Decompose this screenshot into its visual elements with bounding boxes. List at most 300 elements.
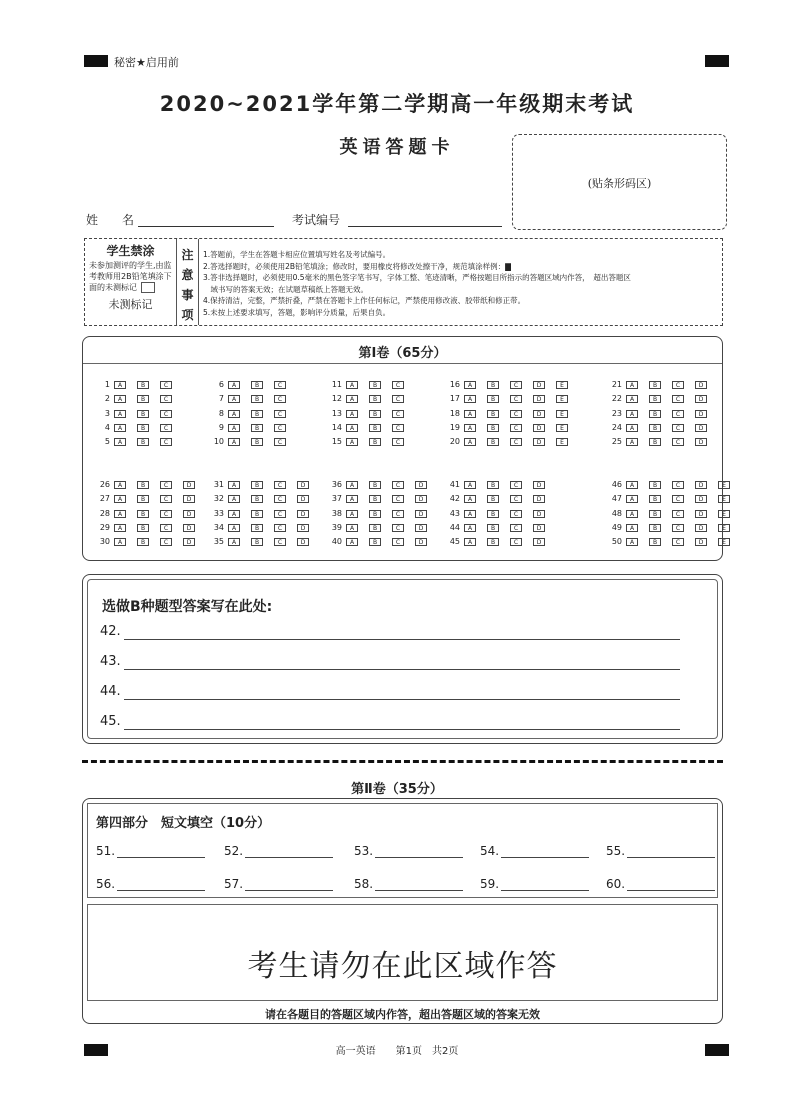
- answer-bubble[interactable]: B: [649, 438, 661, 446]
- answer-bubble[interactable]: A: [464, 510, 476, 518]
- question-number: 2: [104, 394, 110, 403]
- notice-item: 5.未按上述要求填写，答题，影响评分质量，后果自负。: [203, 307, 391, 317]
- question-row: [603, 409, 718, 419]
- answer-bubble[interactable]: A: [114, 381, 126, 389]
- question-row: [91, 537, 206, 547]
- question-number: 6: [218, 380, 224, 389]
- answer-bubble[interactable]: B: [137, 438, 149, 446]
- answer-line[interactable]: [124, 639, 680, 640]
- answer-bubble[interactable]: A: [346, 481, 358, 489]
- answer-bubble[interactable]: C: [160, 438, 172, 446]
- answer-bubble[interactable]: D: [695, 495, 707, 503]
- answer-bubble[interactable]: D: [533, 438, 545, 446]
- answer-bubble[interactable]: A: [464, 438, 476, 446]
- answer-bubble[interactable]: A: [114, 524, 126, 532]
- answer-bubble[interactable]: A: [346, 495, 358, 503]
- answer-bubble[interactable]: A: [228, 438, 240, 446]
- question-number: 4: [104, 423, 110, 432]
- answer-bubble[interactable]: A: [626, 438, 638, 446]
- blank-item[interactable]: 53.: [354, 844, 463, 858]
- answer-bubble[interactable]: A: [626, 395, 638, 403]
- answer-bubble[interactable]: C: [392, 538, 404, 546]
- answer-bubble[interactable]: A: [346, 410, 358, 418]
- answer-bubble[interactable]: A: [114, 495, 126, 503]
- answer-bubble[interactable]: D: [533, 381, 545, 389]
- answer-bubble[interactable]: C: [510, 410, 522, 418]
- answer-bubble[interactable]: A: [114, 395, 126, 403]
- section1-heading: 第Ⅰ卷（65分）: [358, 346, 447, 361]
- answer-line[interactable]: [124, 669, 680, 670]
- answer-bubble[interactable]: C: [510, 510, 522, 518]
- exam-title: 2020~2021学年第二学期高一年级期末考试: [159, 92, 635, 116]
- answer-bubble[interactable]: B: [137, 495, 149, 503]
- answer-bubble[interactable]: A: [464, 538, 476, 546]
- question-row: [441, 523, 556, 533]
- answer-bubble[interactable]: B: [369, 381, 381, 389]
- answer-line-label: 43.: [100, 654, 121, 669]
- question-row: [323, 509, 438, 519]
- question-number: 24: [611, 423, 622, 432]
- answer-bubble[interactable]: D: [533, 410, 545, 418]
- answer-bubble[interactable]: D: [533, 538, 545, 546]
- question-number: 41: [449, 480, 460, 489]
- answer-bubble[interactable]: A: [626, 495, 638, 503]
- answer-line[interactable]: [124, 729, 680, 730]
- answer-bubble[interactable]: A: [346, 438, 358, 446]
- question-number: 34: [213, 523, 224, 532]
- question-row: [441, 409, 579, 419]
- answer-bubble[interactable]: B: [369, 495, 381, 503]
- answer-bubble[interactable]: D: [695, 395, 707, 403]
- answer-bubble[interactable]: D: [297, 495, 309, 503]
- answer-bubble[interactable]: A: [114, 510, 126, 518]
- not-tested-mark-box[interactable]: [141, 282, 155, 293]
- answer-bubble[interactable]: B: [487, 495, 499, 503]
- answer-bubble[interactable]: A: [464, 395, 476, 403]
- answer-bubble[interactable]: D: [533, 495, 545, 503]
- answer-bubble[interactable]: A: [464, 481, 476, 489]
- answer-bubble[interactable]: E: [718, 538, 730, 546]
- answer-bubble[interactable]: A: [626, 481, 638, 489]
- blank-item[interactable]: 51.: [96, 844, 205, 858]
- answer-bubble[interactable]: A: [464, 424, 476, 432]
- question-row: [205, 537, 320, 547]
- student-forbidden-area: [85, 239, 177, 325]
- answer-bubble[interactable]: B: [369, 395, 381, 403]
- answer-bubble[interactable]: C: [392, 410, 404, 418]
- answer-bubble[interactable]: B: [487, 524, 499, 532]
- answer-line[interactable]: [124, 699, 680, 700]
- answer-bubble[interactable]: C: [274, 510, 286, 518]
- answer-bubble[interactable]: A: [464, 410, 476, 418]
- answer-bubble[interactable]: B: [251, 481, 263, 489]
- notice-item: 1.答题前，学生在答题卡相应位置填写姓名及考试编号。: [203, 250, 391, 259]
- answer-bubble[interactable]: A: [114, 538, 126, 546]
- answer-bubble[interactable]: C: [274, 395, 286, 403]
- answer-bubble[interactable]: D: [695, 524, 707, 532]
- answer-bubble[interactable]: C: [510, 438, 522, 446]
- answer-bubble[interactable]: B: [251, 495, 263, 503]
- notice-items: [203, 249, 718, 318]
- question-number: 8: [218, 409, 224, 418]
- answer-bubble[interactable]: C: [392, 524, 404, 532]
- blank-item[interactable]: 59.: [480, 877, 589, 891]
- answer-bubble[interactable]: B: [649, 410, 661, 418]
- question-row: [91, 480, 206, 490]
- answer-bubble[interactable]: C: [672, 438, 684, 446]
- answer-bubble[interactable]: A: [114, 438, 126, 446]
- answer-bubble[interactable]: D: [297, 538, 309, 546]
- answer-bubble[interactable]: D: [695, 410, 707, 418]
- answer-bubble[interactable]: B: [649, 524, 661, 532]
- answer-bubble[interactable]: B: [251, 538, 263, 546]
- answer-bubble[interactable]: D: [533, 424, 545, 432]
- answer-bubble[interactable]: D: [183, 524, 195, 532]
- question-row: [323, 380, 415, 390]
- answer-bubble[interactable]: B: [137, 538, 149, 546]
- answer-bubble[interactable]: D: [415, 538, 427, 546]
- question-number: 50: [611, 537, 622, 546]
- answer-bubble[interactable]: B: [251, 524, 263, 532]
- blank-item[interactable]: 54.: [480, 844, 589, 858]
- answer-bubble[interactable]: A: [346, 538, 358, 546]
- question-row: [91, 409, 183, 419]
- answer-bubble[interactable]: C: [160, 495, 172, 503]
- answer-bubble[interactable]: A: [114, 410, 126, 418]
- answer-bubble[interactable]: E: [556, 381, 568, 389]
- answer-bubble[interactable]: D: [415, 524, 427, 532]
- answer-bubble[interactable]: D: [183, 495, 195, 503]
- answer-bubble[interactable]: C: [274, 481, 286, 489]
- answer-bubble[interactable]: B: [251, 510, 263, 518]
- answer-bubble[interactable]: C: [160, 510, 172, 518]
- question-row: [603, 437, 718, 447]
- notice-item: 4.保持清洁，完整，严禁折叠，严禁在答题卡上作任何标记，严禁使用修改液、胶带纸和修正带。: [203, 296, 526, 305]
- answer-bubble[interactable]: D: [297, 524, 309, 532]
- question-row: [323, 494, 438, 504]
- question-row: [603, 509, 741, 519]
- answer-bubble[interactable]: C: [672, 510, 684, 518]
- question-number: 44: [449, 523, 460, 532]
- exam-number-field[interactable]: [348, 226, 502, 227]
- answer-bubble[interactable]: B: [487, 538, 499, 546]
- answer-bubble[interactable]: C: [672, 524, 684, 532]
- registration-mark-top-right: [705, 55, 729, 67]
- answer-bubble[interactable]: D: [533, 524, 545, 532]
- question-row: [441, 494, 556, 504]
- answer-bubble[interactable]: B: [649, 538, 661, 546]
- answer-bubble[interactable]: C: [510, 495, 522, 503]
- question-number: 40: [331, 537, 342, 546]
- answer-bubble[interactable]: C: [160, 410, 172, 418]
- blank-item[interactable]: 60.: [606, 877, 715, 891]
- answer-bubble[interactable]: B: [649, 510, 661, 518]
- answer-line-label: 44.: [100, 684, 121, 699]
- answer-bubble[interactable]: C: [274, 381, 286, 389]
- no-answer-zone: [87, 904, 718, 1001]
- answer-bubble[interactable]: D: [297, 510, 309, 518]
- answer-bubble[interactable]: B: [487, 510, 499, 518]
- blank-item[interactable]: 52.: [224, 844, 333, 858]
- answer-bubble[interactable]: E: [718, 481, 730, 489]
- question-row: [441, 480, 556, 490]
- answer-bubble[interactable]: E: [556, 438, 568, 446]
- answer-bubble[interactable]: C: [510, 524, 522, 532]
- answer-bubble[interactable]: B: [369, 538, 381, 546]
- answer-bubble[interactable]: A: [228, 538, 240, 546]
- question-row: [205, 480, 320, 490]
- question-number: 48: [611, 509, 622, 518]
- answer-bubble[interactable]: C: [160, 524, 172, 532]
- question-row: [603, 480, 741, 490]
- question-number: 45: [449, 537, 460, 546]
- answer-bubble[interactable]: C: [510, 538, 522, 546]
- answer-bubble[interactable]: D: [297, 481, 309, 489]
- section2-heading: 第Ⅱ卷（35分）: [351, 782, 443, 797]
- answer-bubble[interactable]: D: [183, 538, 195, 546]
- question-row: [603, 380, 718, 390]
- answer-bubble[interactable]: A: [228, 495, 240, 503]
- blank-item[interactable]: 58.: [354, 877, 463, 891]
- answer-bubble[interactable]: C: [672, 538, 684, 546]
- registration-mark-top-left: [84, 55, 108, 67]
- answer-bubble[interactable]: D: [415, 495, 427, 503]
- question-number: 35: [213, 537, 224, 546]
- answer-bubble[interactable]: D: [533, 481, 545, 489]
- answer-bubble[interactable]: A: [346, 395, 358, 403]
- question-number: 14: [331, 423, 342, 432]
- notice-label: 注 意 事 项: [177, 239, 199, 325]
- answer-bubble[interactable]: A: [464, 495, 476, 503]
- question-row: [91, 523, 206, 533]
- answer-bubble[interactable]: C: [274, 410, 286, 418]
- answer-bubble[interactable]: B: [487, 438, 499, 446]
- answer-bubble[interactable]: E: [718, 524, 730, 532]
- answer-bubble[interactable]: C: [392, 495, 404, 503]
- answer-bubble[interactable]: C: [510, 424, 522, 432]
- answer-bubble[interactable]: C: [274, 524, 286, 532]
- notice-item: 域书写的答案无效；在试题草稿纸上答题无效。: [203, 284, 368, 294]
- question-number: 33: [213, 509, 224, 518]
- answer-bubble[interactable]: D: [695, 538, 707, 546]
- answer-bubble[interactable]: B: [649, 495, 661, 503]
- answer-bubble[interactable]: A: [228, 381, 240, 389]
- section-b-heading: 选做B种题型答案写在此处:: [102, 599, 273, 615]
- question-number: 10: [213, 437, 224, 446]
- no-answer-text: 考生请勿在此区域作答: [247, 949, 558, 984]
- question-row: [441, 509, 556, 519]
- answer-bubble[interactable]: D: [533, 510, 545, 518]
- question-number: 26: [99, 480, 110, 489]
- answer-bubble[interactable]: A: [228, 510, 240, 518]
- answer-bubble[interactable]: A: [228, 424, 240, 432]
- answer-bubble[interactable]: C: [274, 424, 286, 432]
- question-row: [205, 509, 320, 519]
- answer-bubble[interactable]: C: [392, 395, 404, 403]
- answer-bubble[interactable]: B: [487, 481, 499, 489]
- answer-bubble[interactable]: D: [695, 481, 707, 489]
- answer-bubble[interactable]: C: [510, 481, 522, 489]
- answer-bubble[interactable]: B: [369, 524, 381, 532]
- question-number: 11: [331, 380, 342, 389]
- answer-bubble[interactable]: A: [346, 424, 358, 432]
- answer-bubble[interactable]: B: [137, 424, 149, 432]
- answer-bubble[interactable]: A: [464, 524, 476, 532]
- answer-bubble[interactable]: B: [369, 438, 381, 446]
- answer-bubble[interactable]: C: [392, 510, 404, 518]
- answer-bubble[interactable]: C: [274, 438, 286, 446]
- notice-box: [84, 238, 723, 326]
- answer-bubble[interactable]: D: [695, 381, 707, 389]
- answer-bubble[interactable]: A: [346, 381, 358, 389]
- question-row: [91, 380, 183, 390]
- answer-bubble[interactable]: B: [137, 395, 149, 403]
- answer-bubble[interactable]: C: [392, 381, 404, 389]
- section4-box: [82, 798, 723, 1024]
- question-number: 30: [99, 537, 110, 546]
- answer-bubble[interactable]: A: [626, 410, 638, 418]
- forbidden-heading: 学生禁涂: [106, 244, 155, 258]
- answer-bubble[interactable]: B: [369, 481, 381, 489]
- question-number: 25: [611, 437, 622, 446]
- question-number: 13: [331, 409, 342, 418]
- answer-bubble[interactable]: B: [251, 410, 263, 418]
- answer-bubble[interactable]: E: [556, 395, 568, 403]
- answer-bubble[interactable]: C: [672, 481, 684, 489]
- answer-bubble[interactable]: B: [369, 424, 381, 432]
- page-footer: 高一英语 第1页 共2页: [335, 1046, 459, 1057]
- answer-bubble[interactable]: E: [718, 510, 730, 518]
- answer-bubble[interactable]: B: [487, 410, 499, 418]
- answer-bubble[interactable]: A: [228, 524, 240, 532]
- question-row: [441, 537, 556, 547]
- answer-bubble[interactable]: A: [464, 381, 476, 389]
- answer-bubble[interactable]: C: [160, 395, 172, 403]
- question-row: [205, 494, 320, 504]
- answer-bubble[interactable]: B: [137, 410, 149, 418]
- question-row: [205, 394, 297, 404]
- answer-bubble[interactable]: E: [556, 424, 568, 432]
- answer-bubble[interactable]: B: [137, 381, 149, 389]
- answer-bubble[interactable]: C: [672, 424, 684, 432]
- answer-bubble[interactable]: B: [487, 424, 499, 432]
- answer-bubble[interactable]: A: [228, 410, 240, 418]
- answer-bubble[interactable]: B: [487, 381, 499, 389]
- question-number: 37: [331, 494, 342, 503]
- answer-bubble[interactable]: A: [626, 424, 638, 432]
- question-number: 9: [218, 423, 224, 432]
- answer-bubble[interactable]: C: [672, 381, 684, 389]
- barcode-label: (贴条形码区): [587, 177, 652, 190]
- answer-bubble[interactable]: C: [392, 438, 404, 446]
- answer-bubble[interactable]: C: [274, 538, 286, 546]
- answer-bubble[interactable]: D: [695, 424, 707, 432]
- answer-bubble[interactable]: B: [137, 481, 149, 489]
- section-b-box: [82, 574, 723, 744]
- answer-bubble[interactable]: D: [415, 510, 427, 518]
- answer-bubble[interactable]: A: [114, 481, 126, 489]
- answer-bubble[interactable]: B: [649, 481, 661, 489]
- answer-bubble[interactable]: D: [415, 481, 427, 489]
- answer-bubble[interactable]: C: [392, 481, 404, 489]
- question-row: [91, 494, 206, 504]
- question-number: 22: [611, 394, 622, 403]
- answer-bubble[interactable]: B: [369, 510, 381, 518]
- question-row: [323, 437, 415, 447]
- answer-bubble[interactable]: C: [672, 395, 684, 403]
- question-row: [205, 380, 297, 390]
- answer-bubble[interactable]: C: [160, 424, 172, 432]
- answer-bubble[interactable]: D: [183, 510, 195, 518]
- question-row: [603, 523, 741, 533]
- blank-item[interactable]: 57.: [224, 877, 333, 891]
- answer-bubble[interactable]: B: [487, 395, 499, 403]
- answer-bubble[interactable]: D: [695, 438, 707, 446]
- answer-bubble[interactable]: A: [228, 395, 240, 403]
- answer-bubble[interactable]: A: [346, 524, 358, 532]
- answer-bubble[interactable]: B: [251, 438, 263, 446]
- answer-bubble[interactable]: C: [160, 481, 172, 489]
- answer-bubble[interactable]: C: [274, 495, 286, 503]
- answer-bubble[interactable]: A: [228, 481, 240, 489]
- answer-bubble[interactable]: C: [160, 538, 172, 546]
- question-number: 49: [611, 523, 622, 532]
- answer-bubble[interactable]: C: [510, 381, 522, 389]
- question-row: [441, 394, 579, 404]
- answer-bubble[interactable]: B: [369, 410, 381, 418]
- answer-bubble[interactable]: B: [137, 510, 149, 518]
- answer-bubble[interactable]: A: [346, 510, 358, 518]
- answer-bubble[interactable]: B: [251, 424, 263, 432]
- answer-bubble[interactable]: B: [137, 524, 149, 532]
- answer-bubble[interactable]: E: [718, 495, 730, 503]
- blank-item[interactable]: 56.: [96, 877, 205, 891]
- answer-bubble[interactable]: B: [251, 381, 263, 389]
- question-number: 3: [104, 409, 110, 418]
- answer-bubble[interactable]: B: [649, 424, 661, 432]
- answer-bubble[interactable]: D: [533, 395, 545, 403]
- section-b-inner: [87, 579, 718, 739]
- answer-line-label: 42.: [100, 624, 121, 639]
- question-row: [603, 537, 741, 547]
- answer-bubble[interactable]: D: [695, 510, 707, 518]
- answer-bubble[interactable]: E: [556, 410, 568, 418]
- answer-bubble[interactable]: A: [626, 538, 638, 546]
- question-number: 27: [99, 494, 110, 503]
- question-number: 15: [331, 437, 342, 446]
- answer-bubble[interactable]: C: [392, 424, 404, 432]
- answer-bubble[interactable]: D: [183, 481, 195, 489]
- blank-item[interactable]: 55.: [606, 844, 715, 858]
- answer-bubble[interactable]: A: [114, 424, 126, 432]
- question-row: [441, 423, 579, 433]
- notice-item: 2.答选择题时，必须使用2B铅笔填涂；修改时，要用橡皮将修改处擦干净，规范填涂样例：▇: [203, 261, 511, 271]
- answer-bubble[interactable]: A: [626, 510, 638, 518]
- question-number: 43: [449, 509, 460, 518]
- answer-bubble[interactable]: C: [672, 495, 684, 503]
- answer-bubble[interactable]: C: [672, 410, 684, 418]
- name-label: 姓 名: [86, 213, 135, 227]
- answer-bubble[interactable]: B: [649, 395, 661, 403]
- answer-bubble[interactable]: C: [510, 395, 522, 403]
- answer-bubble[interactable]: A: [626, 381, 638, 389]
- answer-bubble[interactable]: B: [251, 395, 263, 403]
- section1-divider: [83, 363, 722, 364]
- answer-bubble[interactable]: B: [649, 381, 661, 389]
- answer-bubble[interactable]: A: [626, 524, 638, 532]
- answer-bubble[interactable]: C: [160, 381, 172, 389]
- name-field[interactable]: [138, 226, 274, 227]
